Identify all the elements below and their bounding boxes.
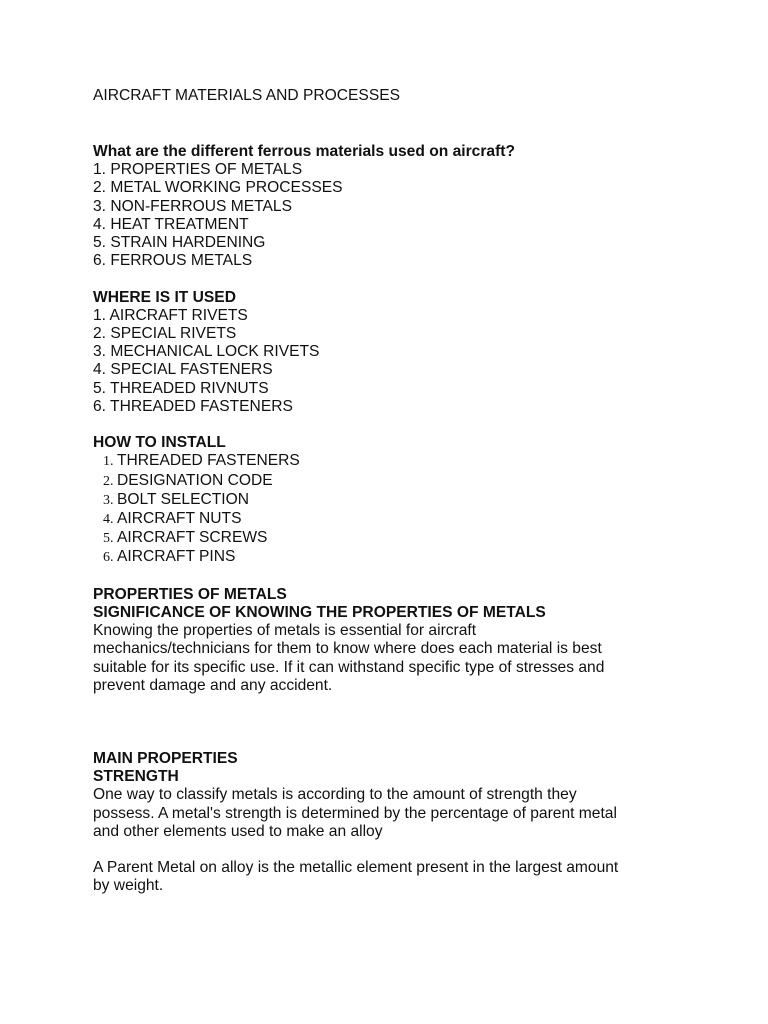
question-list-item: 1. PROPERTIES OF METALS bbox=[93, 161, 303, 179]
install-list-item bbox=[93, 472, 713, 491]
document-page bbox=[93, 87, 713, 896]
install-list-item bbox=[93, 548, 713, 567]
strength-text-line: possess. A metal's strength is determined by the percentage of parent metal bbox=[93, 804, 617, 822]
install-list-item bbox=[93, 491, 713, 510]
strength-text-line: One way to classify metals is according to the amount of strength they bbox=[93, 786, 577, 804]
main-properties-heading: MAIN PROPERTIES bbox=[93, 750, 238, 768]
question-list-item: 5. STRAIN HARDENING bbox=[93, 234, 266, 252]
spacer bbox=[93, 270, 713, 288]
spacer bbox=[93, 416, 713, 434]
parent-metal-text-line: by weight. bbox=[93, 877, 164, 895]
significance-text-line: prevent damage and any accident. bbox=[93, 676, 333, 694]
spacer bbox=[93, 568, 713, 586]
list-number: 1. bbox=[103, 454, 114, 470]
where-used-list-item: 6. THREADED FASTENERS bbox=[93, 397, 293, 415]
significance-text-line: suitable for its specific use. If it can withstand specific type of stresses and bbox=[93, 658, 605, 676]
where-used-list-item: 2. SPECIAL RIVETS bbox=[93, 325, 237, 343]
significance-text-line: mechanics/technicians for them to know where does each material is best bbox=[93, 640, 602, 658]
spacer bbox=[93, 105, 713, 143]
list-number: 5. bbox=[103, 531, 114, 547]
where-used-list-item: 5. THREADED RIVNUTS bbox=[93, 379, 269, 397]
question-list-item: 2. METAL WORKING PROCESSES bbox=[93, 179, 343, 197]
list-text: AIRCRAFT PINS bbox=[117, 548, 236, 566]
how-to-install-heading: HOW TO INSTALL bbox=[93, 434, 226, 452]
question-heading: What are the different ferrous materials used on aircraft? bbox=[93, 143, 515, 160]
install-list-item bbox=[93, 510, 713, 529]
question-list-item: 6. FERROUS METALS bbox=[93, 252, 253, 270]
parent-metal-text-line: A Parent Metal on alloy is the metallic element present in the largest amount bbox=[93, 859, 619, 877]
significance-heading: SIGNIFICANCE OF KNOWING THE PROPERTIES OF METALS bbox=[93, 604, 546, 622]
list-text: DESIGNATION CODE bbox=[117, 471, 273, 489]
strength-text-line: and other elements used to make an alloy bbox=[93, 822, 383, 840]
where-used-list-item: 1. AIRCRAFT RIVETS bbox=[93, 306, 248, 324]
properties-heading: PROPERTIES OF METALS bbox=[93, 585, 287, 603]
install-list-item bbox=[93, 452, 713, 471]
question-list-item: 3. NON-FERROUS METALS bbox=[93, 197, 292, 215]
list-number: 4. bbox=[103, 512, 114, 528]
list-number: 2. bbox=[103, 473, 114, 489]
list-number: 6. bbox=[103, 550, 114, 566]
question-list-item: 4. HEAT TREATMENT bbox=[93, 215, 249, 233]
list-text: AIRCRAFT NUTS bbox=[117, 510, 242, 528]
list-text: AIRCRAFT SCREWS bbox=[117, 529, 268, 547]
where-used-heading: WHERE IS IT USED bbox=[93, 288, 236, 306]
list-text: BOLT SELECTION bbox=[117, 490, 250, 508]
list-number: 3. bbox=[103, 492, 114, 508]
where-used-list-item: 4. SPECIAL FASTENERS bbox=[93, 361, 273, 379]
spacer bbox=[93, 695, 713, 750]
list-text: THREADED FASTENERS bbox=[117, 452, 300, 470]
strength-heading: STRENGTH bbox=[93, 768, 179, 786]
spacer bbox=[93, 841, 713, 859]
where-used-list-item: 3. MECHANICAL LOCK RIVETS bbox=[93, 343, 320, 361]
install-list-item bbox=[93, 529, 713, 548]
document-title: AIRCRAFT MATERIALS AND PROCESSES bbox=[93, 87, 401, 104]
significance-text-line: Knowing the properties of metals is essential for aircraft bbox=[93, 622, 477, 640]
